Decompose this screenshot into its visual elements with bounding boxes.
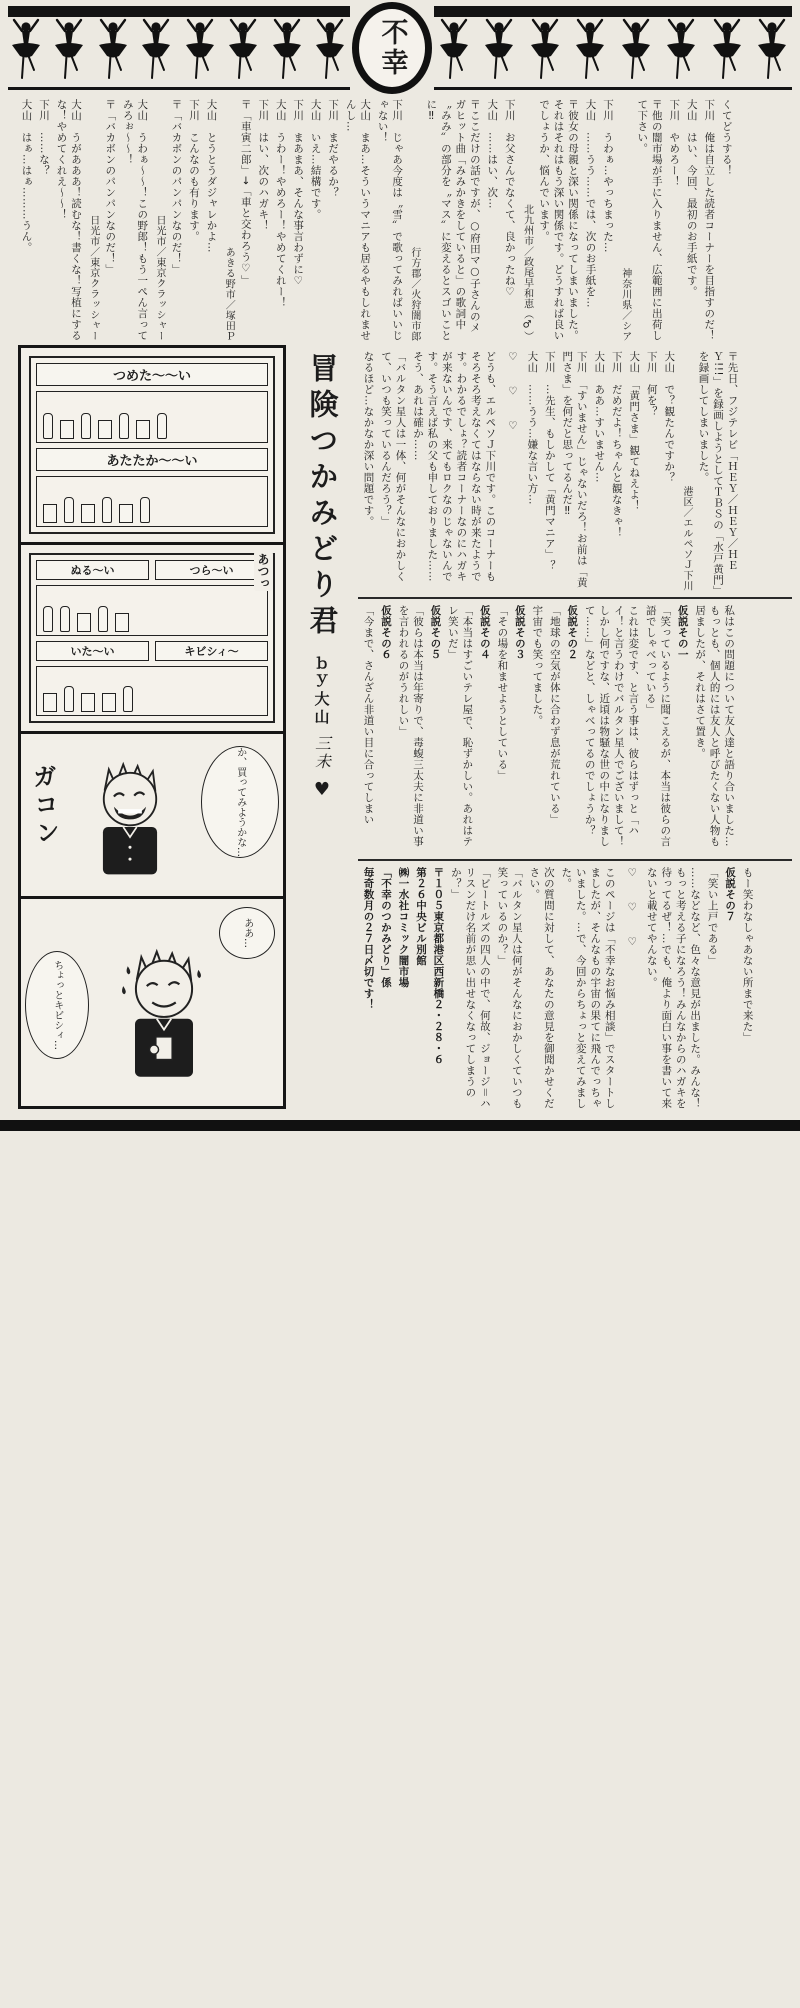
ballerina-icon bbox=[8, 18, 44, 82]
dialogue-line: 次の質問に対して、あなたの意見を御聞かせください。 bbox=[528, 867, 555, 1109]
speech-bubble bbox=[219, 907, 275, 959]
vending-shelf bbox=[36, 666, 268, 717]
ballerina-icon bbox=[269, 18, 305, 82]
band-2-text bbox=[358, 605, 736, 853]
ballerina-icon bbox=[663, 18, 699, 82]
sender-address: あきる野市／塚田Ｐ bbox=[223, 246, 235, 341]
hypothesis-heading: 仮説その３ bbox=[513, 605, 526, 660]
dialogue-line: 大山 まあ…そういうマニアも居るやもしれませんし… bbox=[344, 99, 372, 341]
dialogue-line: 下川 こんなのも有ります。 bbox=[187, 99, 200, 242]
dialogue-line: 大山 うわぁ〜〜！この野郎！もう一ぺん言ってみろぉ〜〜！ bbox=[121, 99, 149, 341]
dialogue-line: 大山 で？観たんですか？ bbox=[663, 351, 676, 483]
dialogue-line: 下川 お父さんでなくて、良かったね♡ bbox=[503, 99, 516, 299]
header-rule-bottom-left bbox=[8, 87, 350, 90]
bottle-icon bbox=[102, 497, 112, 523]
dialogue-line: 大山 はい、今回、最初のお手紙です。 bbox=[685, 99, 698, 297]
can-icon bbox=[119, 504, 133, 523]
dialogue-line: 「彼らは本当は年寄りで、毒蝮三太夫に非道い事を言われるのがうれしい」 bbox=[397, 605, 424, 847]
vending-label-cold: つめた〜〜い bbox=[36, 363, 268, 386]
corner-title: 不幸 bbox=[376, 18, 408, 78]
vending-shelf bbox=[36, 476, 268, 528]
mailing-address-line: ㈱一水社コミック闇市場 bbox=[397, 867, 410, 988]
ballerina-icon bbox=[481, 18, 517, 82]
main-area bbox=[0, 345, 800, 1115]
vending-label-warm: あたたか〜〜い bbox=[36, 448, 268, 471]
text-band-3 bbox=[358, 859, 792, 1115]
comic-byline: ｂｙ大山 bbox=[312, 655, 331, 727]
can-icon bbox=[77, 613, 91, 632]
dialogue-line: どうも、エルペソＪ下川です。このコーナーもそろそろ考えなくてはならない時が来たようです。わかるでしょ？読者コーナーなのにハガキが来ないんです、来てもロクなのじゃないんです。そう言えば私の父も申しておりました……そう、あれは確か…… bbox=[411, 351, 497, 582]
letters-text-area bbox=[358, 345, 792, 1115]
bottle-icon bbox=[81, 413, 91, 439]
dialogue-line: 宇宙でも笑ってました。 bbox=[531, 605, 544, 726]
dialogue-line: これは変です、と言う事は、彼らはずっと「ハイ！と言うわけでバルタン星人でございまして！しかし何ですな、近頃は物騒な世の中になりまして……」などと、しゃべってるのでしょうか？ bbox=[583, 605, 640, 847]
dialogue-line: 大山 うわー！やめろー！やめてくれー！ bbox=[274, 99, 287, 308]
ballerina-icon bbox=[182, 18, 218, 82]
dialogue-line: 「その場を和ませようとしている」 bbox=[496, 605, 509, 781]
dialogue-line: 私はこの問題について友人達と語り合いました…もっとも、個人的には友人と呼びたくない人物も居ましたが、それはさて置き。 bbox=[694, 605, 736, 847]
ballerina-icon bbox=[138, 18, 174, 82]
bottle-icon bbox=[119, 413, 129, 439]
dialogue-line: 大山 「黄門さま」観てねえよ！ bbox=[628, 351, 641, 511]
header-rule-bottom-right bbox=[434, 87, 792, 90]
dialogue-line: 「バルタン星人は一体、何がそんなにおかしくて、いつも笑っているんだろう？」 bbox=[379, 351, 407, 582]
header-rule-top-left bbox=[8, 6, 350, 17]
letter-line: 〒ここだけの話ですが、○府田マ○子さんのメガヒット曲「みみかきをしていると」の歌詞中〝みみ〟の部分を〝マス〟に変えるとスゴいことに‼ bbox=[425, 99, 481, 341]
can-icon bbox=[81, 504, 95, 523]
bottle-icon bbox=[157, 413, 167, 439]
sound-effect-text: ガコン bbox=[27, 763, 61, 849]
letter-line: 〒彼女の母親と深い関係になってしまいました。それはそれはもう深い関係です。どうすれば良いでしょうか、悩んでいます。 bbox=[538, 99, 580, 341]
hypothesis-heading: 仮説その一 bbox=[676, 605, 689, 660]
hypothesis-heading: 仮説その５ bbox=[429, 605, 442, 660]
vending-shelf bbox=[36, 585, 268, 636]
ballerina-row-left bbox=[8, 18, 348, 82]
ballerina-icon bbox=[95, 18, 131, 82]
dialogue-line: 下川 俺は自立した読者コーナーを目指すのだ！ bbox=[703, 99, 716, 341]
vending-label-nurui: ぬる〜い bbox=[36, 560, 149, 580]
dialogue-line: 「本当はすごいテレ屋で、恥ずかしい。あれはテレ笑いだ」 bbox=[446, 605, 474, 847]
can-icon bbox=[43, 504, 57, 523]
can-icon bbox=[115, 613, 129, 632]
speech-bubble-text: ああ… bbox=[241, 918, 253, 948]
dialogue-line: 「地球の空気が体に合わず息が荒れている」 bbox=[548, 605, 561, 825]
sender-address: 北九州市／政尾早和恵（♂） bbox=[521, 203, 533, 341]
dialogue-line: 「笑っているように聞こえるが、本当は彼らの言語でしゃべっている」 bbox=[644, 605, 672, 847]
heart-icon: ♥ bbox=[313, 779, 331, 800]
speech-bubble-text: ちょっとキビシィ… bbox=[51, 960, 63, 1050]
dialogue-line: 大山 うがあああ！読むな！書くな！写植にするな！やめてくれえ〜〜！ bbox=[55, 99, 82, 341]
mailing-address-line: 第２６中央ビル別館 bbox=[414, 867, 427, 966]
bottle-icon bbox=[64, 686, 74, 712]
mailing-address-line: 〒１０５東京都港区西新橋２・２８・６ bbox=[432, 867, 445, 1065]
dialogue-line: 下川 何を？ bbox=[645, 351, 658, 417]
dialogue-line: もー笑わなしゃあない所まで来た」 bbox=[741, 867, 754, 1043]
text-band-1 bbox=[358, 345, 792, 597]
dialogue-line: ……などなど、色々な意見が出ました。みんな！もっと考える子になろう！みんなからのハガキを待ってるぜ！…でも、俺より面白い事を書いて来ないと載せてやんない。 bbox=[645, 867, 702, 1109]
bottle-icon bbox=[43, 606, 53, 632]
letter-line: 〒先日、フジテレビ「ＨＥＹ／ＨＥＹ／ＨＥＹ!!!」を録画しようとしてＴＢＳの「水戸黄門」を録画してしまいました。 bbox=[697, 351, 739, 591]
can-icon bbox=[81, 693, 95, 712]
comic-strip bbox=[18, 345, 286, 1115]
can-icon bbox=[98, 420, 112, 439]
handwritten-note: あつっ bbox=[254, 551, 273, 591]
dialogue-line: 「バルタン星人は何がそんなにおかしくていつも笑っているのか？」 bbox=[496, 867, 523, 1109]
vending-label-itai: いた〜い bbox=[36, 641, 149, 661]
sender-address: 日光市／東京クラッシャー bbox=[153, 215, 165, 341]
text-band-2 bbox=[358, 597, 792, 859]
comic-panel-3 bbox=[18, 731, 286, 899]
dialogue-line: 大山 はぁ…はぁ………うん。 bbox=[20, 99, 33, 253]
vending-shelf bbox=[36, 391, 268, 443]
band-1-text bbox=[358, 351, 739, 591]
hearts-separator: ♡ ♡ ♡ bbox=[506, 351, 519, 433]
page-header-banner bbox=[0, 0, 800, 97]
dialogue-line: 下川 まだやるか？ bbox=[327, 99, 340, 198]
bottle-icon bbox=[140, 497, 150, 523]
dialogue-line: 大山 ……うう…嫌な言い方… bbox=[526, 351, 539, 505]
mailing-address-line: 「不幸のつかみどり」係 bbox=[379, 867, 392, 988]
dialogue-line: 大山 とうとうダジャレかよ… bbox=[205, 99, 218, 253]
can-icon bbox=[102, 693, 116, 712]
speech-bubble-text: か、買ってみようかな… bbox=[234, 747, 246, 857]
dialogue-line: 大山 いえ…結構です。 bbox=[309, 99, 322, 220]
footer-rule bbox=[0, 1120, 800, 1131]
dialogue-line: 大山 ああ…すいません… bbox=[593, 351, 606, 483]
ballerina-icon bbox=[709, 18, 745, 82]
corner-title-oval bbox=[352, 2, 432, 94]
dialogue-line: 下川 「すいません」じゃないだろ！お前は「黄門さま」を何だと思ってるんだ‼ bbox=[561, 351, 588, 588]
speech-bubble bbox=[25, 951, 89, 1059]
reader-corner-text bbox=[16, 99, 734, 341]
dialogue-line: 大山 ……はい、次… bbox=[486, 99, 499, 209]
can-icon bbox=[43, 693, 57, 712]
sender-address: 行方郡／火狩闇市郎 bbox=[408, 246, 420, 341]
hearts-separator: ♡ ♡ ♡ bbox=[626, 867, 639, 949]
ballerina-icon bbox=[225, 18, 261, 82]
ballerina-row-right bbox=[436, 18, 790, 82]
dialogue-line: なるほど…なかなか深い問題です。 bbox=[362, 351, 375, 527]
hypothesis-heading: 仮説その７ bbox=[724, 867, 737, 922]
letter-line: 〒「バカボンのパンパンなのだ！」 bbox=[170, 99, 183, 275]
dialogue-line: 下川 うわぁ…やっちまった… bbox=[602, 99, 614, 253]
dialogue-line: 「ビートルズの四人の中で、何故、ジョージ＝ハリスンだけ名前が思い出せなくなってしまうのか？」 bbox=[449, 867, 491, 1109]
schoolboy-grinning-icon bbox=[75, 752, 185, 884]
sender-address: 神奈川県／シア bbox=[619, 267, 631, 341]
dialogue-line: 大山 ……うう……では、次のお手紙を… bbox=[584, 99, 597, 308]
mailing-address-line: 毎奇数月の２７日〆切です！ bbox=[362, 867, 375, 1010]
letter-line: 〒他の闇市場が手に入りません、広範囲に出荷して下さい。 bbox=[636, 99, 663, 341]
dialogue-line: 下川 …先生、もしかして「黄門マニア」？ bbox=[543, 351, 556, 571]
comic-panel-4 bbox=[18, 896, 286, 1109]
dialogue-line: 「笑い上戸である」 bbox=[706, 867, 719, 966]
header-rule-top-right bbox=[434, 6, 792, 17]
band-3-text bbox=[358, 867, 755, 1109]
ballerina-icon bbox=[754, 18, 790, 82]
dialogue-line: 下川 まあまあ、そんな事言わずに♡ bbox=[292, 99, 305, 288]
ballerina-icon bbox=[312, 18, 348, 82]
dialogue-line: このページは「不幸なお悩み相談」でスタートしましたが、そんなもの宇宙の果てに飛んでっちゃいました。…で、今回からちょっと変えてみました。 bbox=[560, 867, 616, 1109]
vending-label-kibishii: キビシィ〜 bbox=[155, 641, 268, 661]
speech-bubble bbox=[201, 746, 279, 858]
ballerina-icon bbox=[436, 18, 472, 82]
hypothesis-heading: 仮説その６ bbox=[379, 605, 392, 660]
bottle-icon bbox=[43, 413, 53, 439]
ballerina-icon bbox=[618, 18, 654, 82]
hypothesis-heading: 仮説その４ bbox=[478, 605, 491, 660]
comic-panel-2 bbox=[18, 542, 286, 734]
letter-line: 〒「バカボンのパンパンなのだ！」 bbox=[104, 99, 117, 275]
dialogue-line: 下川 はい、次のハガキ！ bbox=[257, 99, 270, 231]
can-icon bbox=[136, 420, 150, 439]
bottle-icon bbox=[64, 497, 74, 523]
bottle-icon bbox=[98, 606, 108, 632]
letter-line: 〒「車寅二郎」→「車と交わろう♡」 bbox=[239, 99, 252, 286]
author-signature: 三未 bbox=[312, 735, 332, 771]
dialogue-line: 下川 ……な？ bbox=[37, 99, 50, 176]
sender-address: 港区／エルペソＪ下川 bbox=[681, 486, 692, 591]
sender-address: 日光市／東京クラッシャー bbox=[87, 215, 99, 341]
comic-title-column bbox=[286, 345, 358, 1115]
bottle-icon bbox=[60, 606, 70, 632]
ballerina-icon bbox=[51, 18, 87, 82]
can-icon bbox=[60, 420, 74, 439]
reader-corner-top-section bbox=[0, 97, 800, 345]
dialogue-line: 下川 じゃあ今度は〝雪〟で歌ってみればいいじゃない！ bbox=[376, 99, 404, 341]
schoolboy-with-can-icon bbox=[105, 939, 223, 1088]
vending-machine-icon bbox=[29, 553, 275, 723]
dialogue-line: 下川 だめだよ！ちゃんと観なきゃ！ bbox=[610, 351, 623, 538]
ballerina-icon bbox=[572, 18, 608, 82]
hypothesis-heading: 仮説その２ bbox=[566, 605, 579, 660]
vending-label-tsurai: つら〜い bbox=[155, 560, 268, 580]
continuation-line: くてどうする！ bbox=[720, 99, 733, 176]
comic-panel-1 bbox=[18, 345, 286, 545]
comic-title: 冒険つかみどり君 bbox=[305, 353, 340, 641]
dialogue-line: 下川 やめろー！ bbox=[668, 99, 681, 187]
dialogue-line: 「今まで、さんざん非道い目に合ってしまい bbox=[362, 605, 375, 825]
bottle-icon bbox=[123, 686, 133, 712]
ballerina-icon bbox=[527, 18, 563, 82]
vending-machine-icon bbox=[29, 356, 275, 534]
